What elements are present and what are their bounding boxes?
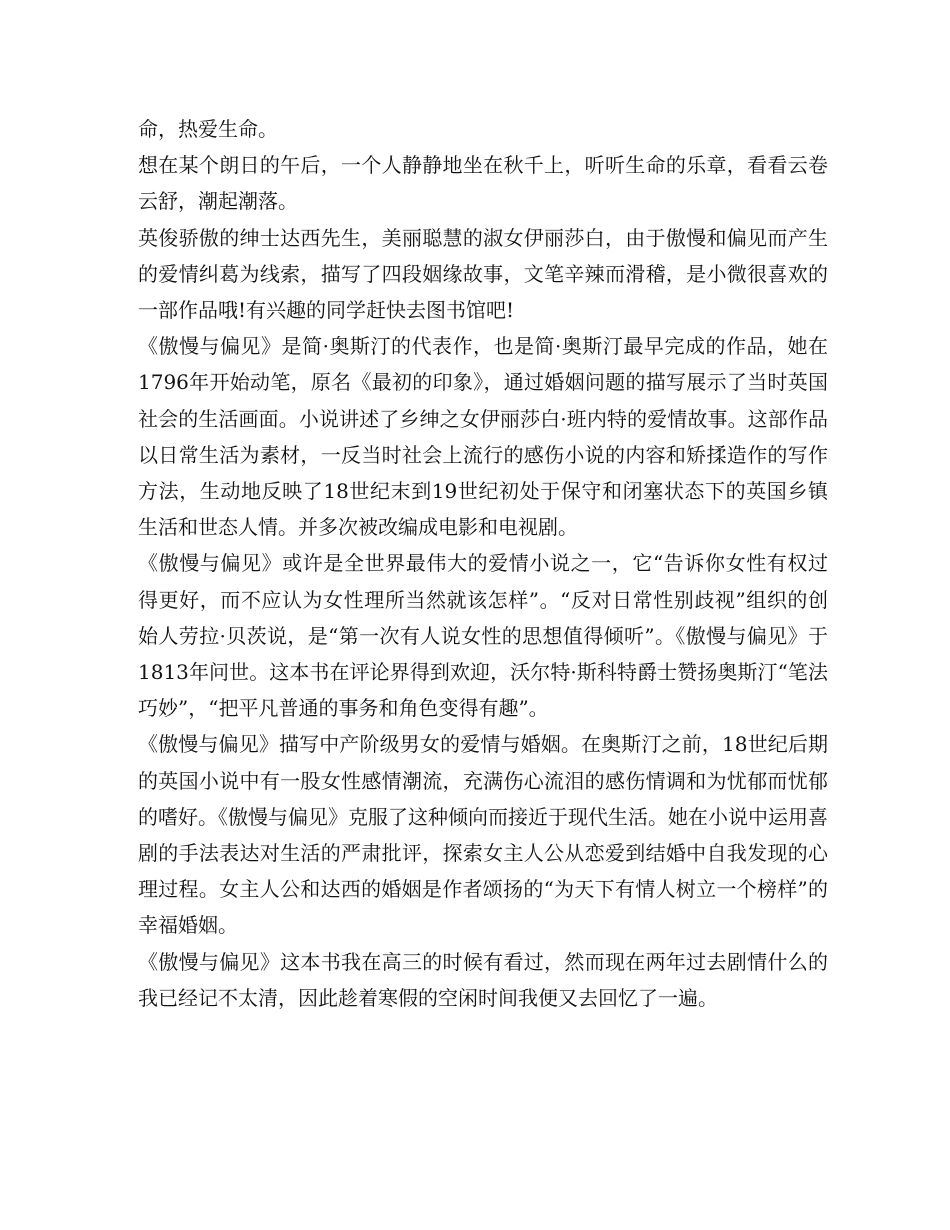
paragraph-7: 《傲慢与偏见》这本书我在高三的时候有看过，然而现在两年过去剧情什么的我已经记不太清，因此趁着寒假的空闲时间我便又去回忆了一遍。 (138, 949, 828, 1010)
paragraph-3: 英俊骄傲的绅士达西先生，美丽聪慧的淑女伊丽莎白，由于傲慢和偏见而产生的爱情纠葛为线索，描写了四段姻缘故事，文笔辛辣而滑稽，是小微很喜欢的一部作品哦!有兴趣的同学赶快去图书馆吧! (138, 225, 828, 323)
paragraph-2: 想在某个朗日的午后，一个人静静地坐在秋千上，听听生命的乐章，看看云卷云舒，潮起潮落。 (138, 153, 828, 214)
paragraph-1: 命，热爱生命。 (138, 117, 278, 141)
paragraph-5: 《傲慢与偏见》或许是全世界最伟大的爱情小说之一，它“告诉你女性有权过得更好，而不应认为女性理所当然就该怎样”。“反对日常性别歧视”组织的创始人劳拉·贝茨说，是“第一次有人说女性的思想值得倾听”。《傲慢与偏见》于1813年问世。这本书在评论界得到欢迎，沃尔特·斯科特爵士赞扬奥斯汀“笔法巧妙”，“把平凡普通的事务和角色变得有趣”。 (138, 551, 828, 721)
document-body (138, 111, 828, 1016)
paragraph-4: 《傲慢与偏见》是简·奥斯汀的代表作，也是简·奥斯汀最早完成的作品，她在1796年开始动笔，原名《最初的印象》，通过婚姻问题的描写展示了当时英国社会的生活画面。小说讲述了乡绅之女伊丽莎白·班内特的爱情故事。这部作品以日常生活为素材，一反当时社会上流行的感伤小说的内容和矫揉造作的写作方法，生动地反映了18世纪末到19世纪初处于保守和闭塞状态下的英国乡镇生活和世态人情。并多次被改编成电影和电视剧。 (138, 334, 828, 540)
paragraph-6: 《傲慢与偏见》描写中产阶级男女的爱情与婚姻。在奥斯汀之前，18世纪后期的英国小说中有一股女性感情潮流，充满伤心流泪的感伤情调和为忧郁而忧郁的嗜好。《傲慢与偏见》克服了这种倾向而接近于现代生活。她在小说中运用喜剧的手法表达对生活的严肃批评，探索女主人公从恋爱到结婚中自我发现的心理过程。女主人公和达西的婚姻是作者颂扬的“为天下有情人树立一个榜样”的幸福婚姻。 (138, 732, 828, 938)
